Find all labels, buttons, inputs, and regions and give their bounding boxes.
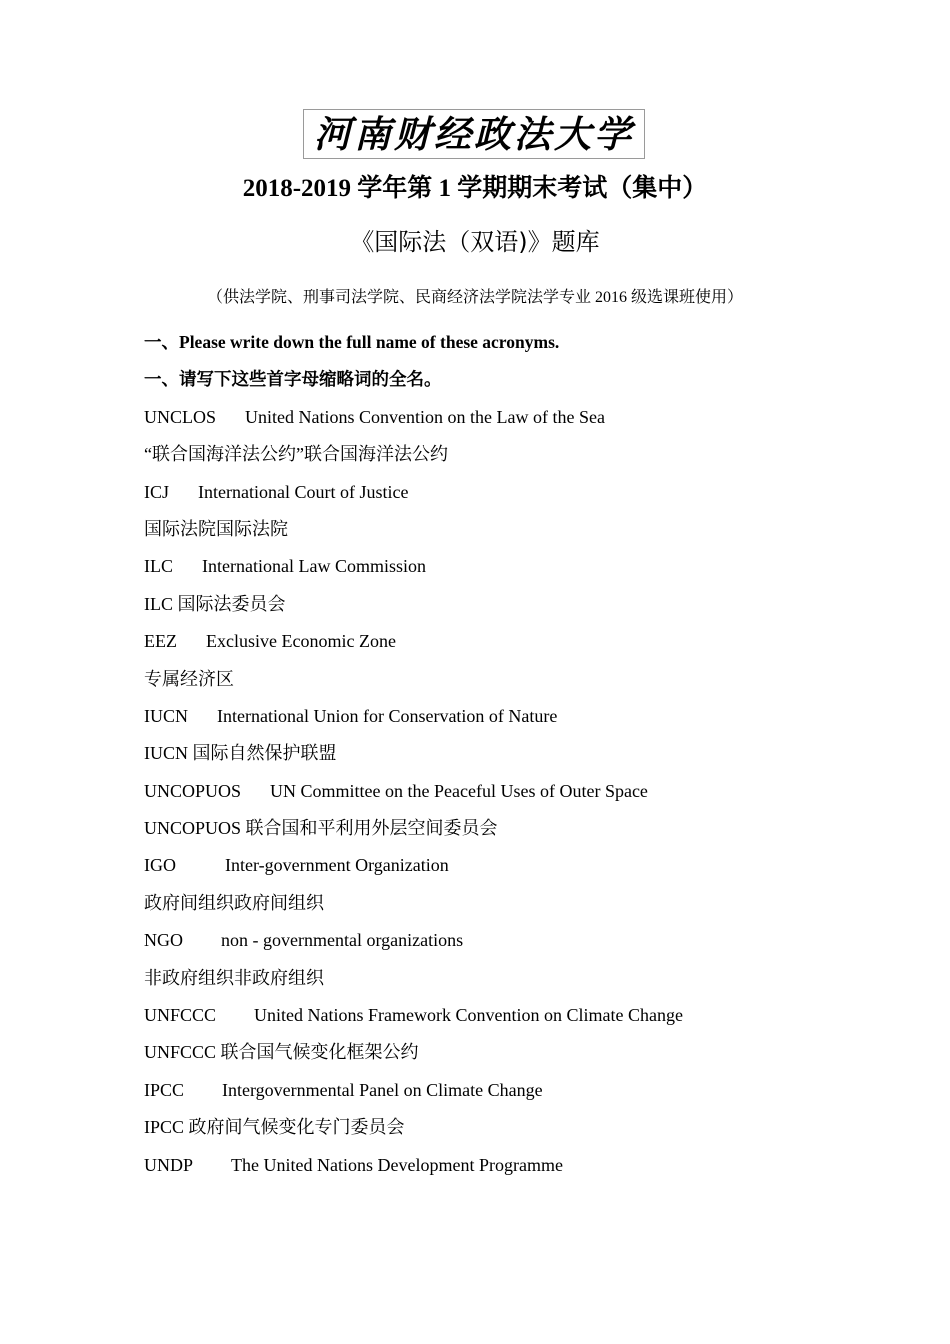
entry-en (144, 1150, 864, 1187)
entry-abbr: UNDP (144, 1154, 194, 1175)
entry-full-name: United Nations Convention on the Law of the Sea (245, 406, 605, 427)
entry-en (144, 626, 864, 663)
entry-zh: IUCN 国际自然保护联盟 (144, 743, 337, 764)
entry-en (144, 776, 864, 813)
entry-full-name: Exclusive Economic Zone (206, 631, 396, 652)
usage-note: （供法学院、刑事司法学院、民商经济法学院法学专业 2016 级选课班使用） (206, 289, 743, 306)
entry-full-name: Inter-government Organization (225, 855, 449, 876)
entry-full-name: The United Nations Development Programme (231, 1154, 563, 1175)
entry-full-name: United Nations Framework Convention on Climate Change (254, 1005, 683, 1026)
entry-full-name: UN Committee on the Peaceful Uses of Outer Space (270, 780, 648, 801)
entry-zh: 国际法院国际法院 (144, 518, 288, 539)
entry-zh: 政府间组织政府间组织 (144, 892, 324, 913)
entry-abbr: IGO (144, 855, 176, 876)
entry-zh: UNFCCC 联合国气候变化框架公约 (144, 1042, 419, 1063)
entry-en (144, 1075, 864, 1112)
entry-abbr: ICJ (144, 481, 170, 502)
entry-en (144, 551, 864, 588)
entry-full-name: International Court of Justice (198, 481, 409, 502)
entry-zh: 非政府组织非政府组织 (144, 967, 324, 988)
entry-full-name: International Union for Conservation of Nature (217, 705, 558, 726)
question-list (144, 327, 864, 1187)
course-title: 《国际法（双语)》题库 (350, 228, 600, 256)
entry-abbr: EEZ (144, 631, 177, 652)
entry-abbr: ILC (144, 556, 173, 577)
entry-en (144, 1000, 864, 1037)
entry-abbr: IUCN (144, 705, 188, 726)
section-heading-zh: 一、请写下这些首字母缩略词的全名。 (144, 369, 442, 390)
entry-abbr: UNCLOS (144, 406, 217, 427)
exam-title: 2018-2019 学年第 1 学期期末考试（集中） (242, 175, 708, 202)
entry-en (144, 925, 864, 962)
entry-zh: ILC 国际法委员会 (144, 593, 286, 614)
entry-abbr: UNCOPUOS (144, 780, 242, 801)
entry-en (144, 402, 864, 439)
entry-zh: “联合国海洋法公约”联合国海洋法公约 (144, 444, 448, 465)
entry-abbr: UNFCCC (144, 1005, 217, 1026)
entry-full-name: International Law Commission (202, 556, 426, 577)
entry-abbr: IPCC (144, 1079, 185, 1100)
entry-zh: IPCC 政府间气候变化专门委员会 (144, 1117, 405, 1138)
entry-en (144, 850, 864, 887)
entry-en (144, 701, 864, 738)
entry-full-name: non - governmental organizations (221, 930, 464, 951)
university-logo-calligraphy: 河南财经政法大学 (314, 111, 634, 156)
entry-en (144, 477, 864, 514)
section-heading-en: 一、Please write down the full name of these acronyms. (144, 332, 560, 352)
entry-full-name: Intergovernmental Panel on Climate Change (222, 1079, 543, 1100)
entry-zh: UNCOPUOS 联合国和平利用外层空间委员会 (144, 818, 498, 839)
entry-zh: 专属经济区 (144, 668, 234, 689)
entry-abbr: NGO (144, 930, 183, 951)
university-logo (303, 109, 645, 159)
